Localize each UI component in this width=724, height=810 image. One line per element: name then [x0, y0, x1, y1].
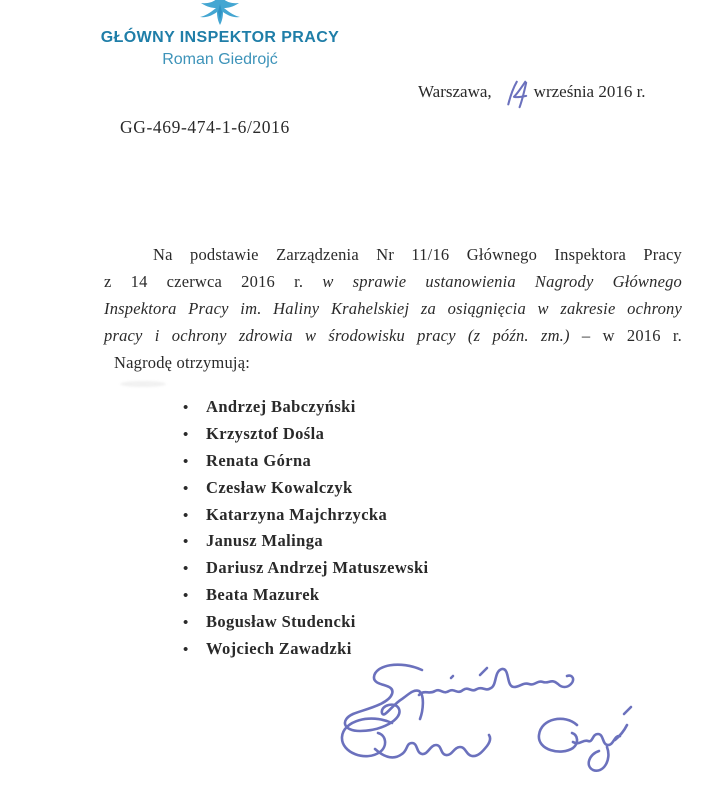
- recipient-name: Katarzyna Majchrzycka: [206, 504, 388, 524]
- letterhead: [95, 0, 345, 69]
- recipient-name: Andrzej Babczyński: [206, 397, 356, 416]
- paragraph-text-italic: pracy i ochrony zdrowia w środowisku pracy (z późn. zm.): [104, 326, 570, 345]
- paragraph-text: Nagrodę otrzymują:: [114, 353, 251, 372]
- list-item: [183, 558, 429, 585]
- dateline: [418, 82, 646, 110]
- recipient-name: Renata Górna: [206, 450, 312, 470]
- handwritten-signature: [330, 655, 724, 810]
- paragraph-line: [104, 295, 682, 322]
- recipient-name: Dariusz Andrzej Matuszewski: [206, 558, 429, 578]
- paragraph-text: z 14 czerwca 2016 r.: [104, 272, 323, 291]
- recipient-name: Bogusław Studencki: [206, 612, 356, 632]
- polish-eagle-crest-icon: [197, 0, 243, 26]
- bullet-icon: •: [183, 400, 189, 416]
- paragraph-text: Na podstawie Zarządzenia Nr 11/16 Głównego Inspektora Pracy: [153, 245, 682, 264]
- paragraph-text-italic: Inspektora Pracy im. Haliny Krahelskiej za osiągnięcia w zakresie ochrony: [104, 299, 682, 318]
- body-paragraph: [104, 241, 682, 376]
- dateline-month-year: września 2016 r.: [533, 82, 646, 101]
- paragraph-text: – w 2016 r.: [569, 326, 683, 345]
- recipient-name: Krzysztof Dośla: [206, 423, 325, 443]
- recipient-name: Janusz Malinga: [206, 531, 323, 551]
- paragraph-line: [104, 268, 682, 295]
- list-item: [183, 612, 429, 639]
- list-item: [183, 451, 429, 478]
- list-item: [183, 424, 429, 451]
- list-item: [183, 505, 429, 532]
- bullet-icon: •: [183, 426, 189, 443]
- bullet-icon: •: [183, 615, 189, 632]
- signature-ink-icon: [330, 655, 724, 810]
- bullet-icon: •: [183, 453, 189, 470]
- list-item: [183, 397, 429, 424]
- list-item: [183, 585, 429, 612]
- bullet-icon: •: [183, 588, 189, 605]
- paragraph-line: [104, 349, 682, 376]
- paragraph-text-italic: w sprawie ustanowienia Nagrody Głównego: [322, 272, 683, 291]
- list-item: [183, 531, 429, 558]
- bullet-icon: •: [183, 480, 189, 497]
- letterhead-officer-name: Roman Giedrojć: [162, 51, 278, 68]
- scan-smudge: [120, 381, 166, 387]
- recipient-name: Beata Mazurek: [206, 585, 320, 605]
- paragraph-line: [104, 322, 682, 349]
- bullet-icon: •: [183, 561, 189, 578]
- recipients-list: [183, 397, 429, 666]
- bullet-icon: •: [183, 507, 189, 524]
- paragraph-line: [104, 241, 682, 268]
- bullet-icon: •: [183, 534, 189, 551]
- letterhead-title: GŁÓWNY INSPEKTOR PRACY: [100, 29, 340, 46]
- recipient-name: Czesław Kowalczyk: [206, 477, 353, 497]
- dateline-city: Warszawa,: [418, 82, 492, 101]
- list-item: [183, 478, 429, 505]
- recipient-name: Wojciech Zawadzki: [206, 639, 352, 659]
- bullet-icon: •: [183, 642, 189, 659]
- reference-number: GG-469-474-1-6/2016: [120, 117, 290, 137]
- handwritten-day-14: [497, 78, 529, 110]
